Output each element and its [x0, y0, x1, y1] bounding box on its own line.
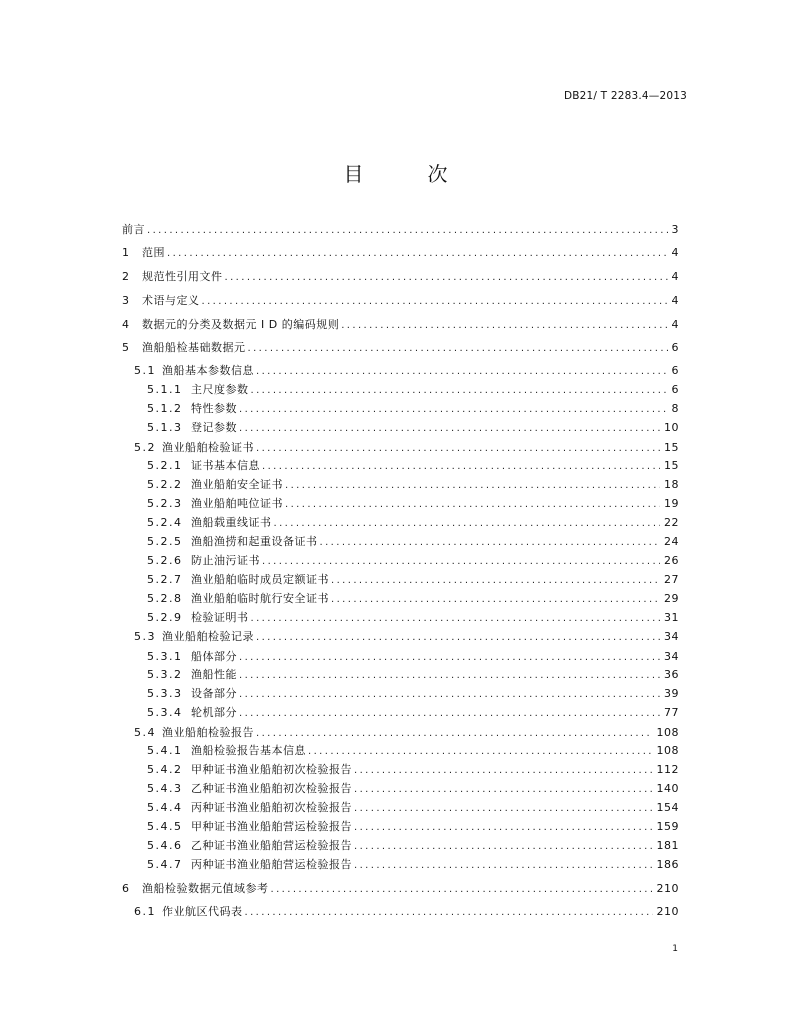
toc-entry-page: 112 [656, 763, 679, 776]
toc-entry[interactable] [147, 572, 679, 588]
toc-entry-label: 丙种证书渔业船舶营运检验报告 [191, 858, 352, 871]
toc-entry[interactable] [147, 534, 679, 550]
toc-entry[interactable] [147, 515, 679, 531]
toc-entry-page: 10 [664, 421, 679, 434]
toc-entry-label: 丙种证书渔业船舶初次检验报告 [191, 801, 352, 814]
toc-entry-number: 3 [122, 294, 131, 307]
toc-entry-number: 6.1 [134, 905, 156, 918]
toc-leader-dots [354, 763, 653, 779]
toc-entry[interactable] [147, 819, 679, 835]
toc-entry[interactable] [147, 420, 679, 436]
toc-leader-dots [271, 882, 653, 898]
toc-entry-number: 5.2.2 [147, 478, 183, 491]
toc-entry-page: 15 [664, 441, 679, 454]
toc-entry-page: 27 [664, 573, 679, 586]
toc-entry-page: 34 [664, 650, 679, 663]
toc-entry-label: 术语与定义 [142, 294, 200, 307]
toc-entry-number: 5.2.1 [147, 459, 183, 472]
toc-leader-dots [225, 270, 668, 286]
toc-entry[interactable] [122, 293, 679, 309]
toc-entry-label: 主尺度参数 [191, 383, 249, 396]
toc-leader-dots [331, 573, 660, 589]
toc-leader-dots [239, 402, 668, 418]
toc-entry-page: 77 [664, 706, 679, 719]
toc-entry-page: 31 [664, 611, 679, 624]
toc-entry-page: 4 [671, 318, 679, 331]
page-number: 1 [672, 944, 678, 954]
toc-leader-dots [262, 459, 660, 475]
toc-entry-number: 5.2.8 [147, 592, 183, 605]
toc-entry-number: 5.4.4 [147, 801, 183, 814]
toc-leader-dots [202, 294, 668, 310]
toc-entry-page: 140 [656, 782, 679, 795]
toc-leader-dots [308, 744, 653, 760]
toc-entry-page: 8 [671, 402, 679, 415]
toc-entry-label: 渔业船舶临时航行安全证书 [191, 592, 329, 605]
toc-entry-page: 18 [664, 478, 679, 491]
toc-entry-page: 22 [664, 516, 679, 529]
toc-entry-page: 6 [671, 383, 679, 396]
toc-leader-dots [167, 246, 668, 262]
toc-entry[interactable] [147, 781, 679, 797]
toc-leader-dots [354, 820, 653, 836]
toc-leader-dots [239, 421, 660, 437]
toc-entry-label: 检验证明书 [191, 611, 249, 624]
toc-entry-label: 设备部分 [191, 687, 237, 700]
toc-entry-label: 特性参数 [191, 402, 237, 415]
toc-entry[interactable] [134, 440, 679, 456]
toc-entry-label: 防止油污证书 [191, 554, 260, 567]
toc-entry[interactable] [122, 881, 679, 897]
toc-leader-dots [251, 611, 661, 627]
toc-entry[interactable] [147, 553, 679, 569]
toc-entry-number: 5 [122, 341, 131, 354]
toc-leader-dots [239, 687, 660, 703]
toc-entry[interactable] [122, 222, 679, 238]
toc-leader-dots [147, 223, 668, 239]
toc-leader-dots [256, 364, 668, 380]
toc-entry[interactable] [147, 649, 679, 665]
toc-entry-label: 范围 [142, 246, 165, 259]
toc-leader-dots [248, 341, 668, 357]
toc-entry-number: 5.1.2 [147, 402, 183, 415]
toc-entry-label: 甲种证书渔业船舶营运检验报告 [191, 820, 352, 833]
toc-entry-number: 5.4.7 [147, 858, 183, 871]
toc-entry-page: 4 [671, 294, 679, 307]
toc-entry-number: 5.2.6 [147, 554, 183, 567]
toc-entry-number: 6 [122, 882, 131, 895]
toc-entry-page: 210 [656, 882, 679, 895]
toc-entry[interactable] [147, 857, 679, 873]
toc-entry-label: 渔业船舶临时成员定额证书 [191, 573, 329, 586]
toc-entry-number: 4 [122, 318, 131, 331]
toc-entry-label: 渔船载重线证书 [191, 516, 272, 529]
toc-entry-label: 渔业船舶安全证书 [191, 478, 283, 491]
toc-entry[interactable] [147, 838, 679, 854]
toc-leader-dots [245, 905, 653, 921]
toc-entry-number: 5.2.3 [147, 497, 183, 510]
toc-entry[interactable] [134, 629, 679, 645]
toc-entry[interactable] [147, 477, 679, 493]
toc-entry-page: 15 [664, 459, 679, 472]
toc-entry-page: 26 [664, 554, 679, 567]
toc-entry-number: 2 [122, 270, 131, 283]
toc-entry-number: 5.2.5 [147, 535, 183, 548]
toc-entry-label: 渔业船舶吨位证书 [191, 497, 283, 510]
standard-code: DB21/ T 2283.4—2013 [563, 90, 687, 102]
toc-entry[interactable] [134, 904, 679, 920]
toc-entry-number: 5.4.1 [147, 744, 183, 757]
toc-entry-label: 船体部分 [191, 650, 237, 663]
toc-entry-label: 轮机部分 [191, 706, 237, 719]
toc-entry-page: 108 [656, 726, 679, 739]
toc-entry-number: 5.2.4 [147, 516, 183, 529]
toc-entry-number: 5.1.1 [147, 383, 183, 396]
toc-entry-label: 证书基本信息 [191, 459, 260, 472]
toc-leader-dots [274, 516, 661, 532]
toc-leader-dots [285, 497, 660, 513]
toc-leader-dots [239, 668, 660, 684]
toc-entry-number: 5.2 [134, 441, 156, 454]
toc-leader-dots [256, 441, 660, 457]
toc-entry-label: 渔船性能 [191, 668, 237, 681]
toc-entry[interactable] [147, 743, 679, 759]
toc-leader-dots [251, 383, 668, 399]
toc-entry-number: 5.4.3 [147, 782, 183, 795]
toc-leader-dots [341, 318, 667, 334]
toc-entry-page: 108 [656, 744, 679, 757]
toc-leader-dots [331, 592, 660, 608]
toc-entry-number: 5.1 [134, 364, 156, 377]
toc-entry-number: 5.3.3 [147, 687, 183, 700]
toc-leader-dots [239, 650, 660, 666]
toc-entry-label: 渔业船舶检验报告 [162, 726, 254, 739]
toc-leader-dots [354, 801, 653, 817]
toc-entry-page: 36 [664, 668, 679, 681]
toc-entry-label: 数据元的分类及数据元 I D 的编码规则 [142, 318, 340, 331]
toc-entry-page: 186 [656, 858, 679, 871]
toc-entry-page: 181 [656, 839, 679, 852]
toc-entry-page: 154 [656, 801, 679, 814]
toc-entry-page: 210 [656, 905, 679, 918]
toc-entry-page: 19 [664, 497, 679, 510]
toc-entry[interactable] [147, 458, 679, 474]
toc-entry-label: 规范性引用文件 [142, 270, 223, 283]
toc-leader-dots [239, 706, 660, 722]
toc-entry-number: 5.4 [134, 726, 156, 739]
toc-entry[interactable] [122, 340, 679, 356]
toc-entry[interactable] [134, 725, 679, 741]
toc-leader-dots [262, 554, 660, 570]
toc-entry[interactable] [147, 800, 679, 816]
toc-entry-label: 作业航区代码表 [162, 905, 243, 918]
toc-entry-page: 34 [664, 630, 679, 643]
toc-entry[interactable] [147, 762, 679, 778]
toc-entry-label: 渔船渔捞和起重设备证书 [191, 535, 318, 548]
toc-leader-dots [320, 535, 661, 551]
toc-entry-label: 前言 [122, 223, 145, 236]
toc-entry-page: 39 [664, 687, 679, 700]
toc-entry-label: 登记参数 [191, 421, 237, 434]
toc-entry-number: 5.1.3 [147, 421, 183, 434]
toc-leader-dots [354, 782, 653, 798]
toc-entry[interactable] [147, 496, 679, 512]
toc-entry-number: 5.3.1 [147, 650, 183, 663]
toc-entry[interactable] [122, 269, 679, 285]
toc-entry[interactable] [147, 610, 679, 626]
toc-entry-page: 159 [656, 820, 679, 833]
toc-entry-page: 4 [671, 270, 679, 283]
toc-leader-dots [256, 726, 653, 742]
toc-entry-number: 5.4.6 [147, 839, 183, 852]
toc-entry-page: 6 [671, 364, 679, 377]
toc-entry-label: 渔船检验数据元值域参考 [142, 882, 269, 895]
toc-entry-number: 1 [122, 246, 131, 259]
toc-entry[interactable] [122, 317, 679, 333]
toc-entry-label: 渔业船舶检验记录 [162, 630, 254, 643]
toc-entry-number: 5.2.7 [147, 573, 183, 586]
toc-entry-label: 渔船船检基础数据元 [142, 341, 246, 354]
toc-leader-dots [256, 630, 660, 646]
toc-entry[interactable] [122, 245, 679, 261]
toc-entry-page: 4 [671, 246, 679, 259]
toc-entry[interactable] [147, 705, 679, 721]
toc-entry-number: 5.3.4 [147, 706, 183, 719]
toc-entry[interactable] [147, 382, 679, 398]
toc-entry-label: 渔船基本参数信息 [162, 364, 254, 377]
toc-entry-label: 渔船检验报告基本信息 [191, 744, 306, 757]
toc-entry-number: 5.4.2 [147, 763, 183, 776]
toc-leader-dots [354, 839, 653, 855]
toc-entry-number: 5.4.5 [147, 820, 183, 833]
toc-entry-number: 5.3 [134, 630, 156, 643]
toc-title: 目 次 [343, 162, 470, 186]
toc-entry-page: 29 [664, 592, 679, 605]
toc-entry[interactable] [147, 667, 679, 683]
toc-entry-label: 渔业船舶检验证书 [162, 441, 254, 454]
toc-leader-dots [354, 858, 653, 874]
toc-entry[interactable] [147, 591, 679, 607]
toc-entry-number: 5.3.2 [147, 668, 183, 681]
toc-entry[interactable] [134, 363, 679, 379]
toc-entry-label: 乙种证书渔业船舶营运检验报告 [191, 839, 352, 852]
toc-entry-page: 3 [671, 223, 679, 236]
toc-entry[interactable] [147, 686, 679, 702]
toc-entry-page: 24 [664, 535, 679, 548]
toc-leader-dots [285, 478, 660, 494]
toc-entry-page: 6 [671, 341, 679, 354]
toc-entry[interactable] [147, 401, 679, 417]
toc-entry-label: 乙种证书渔业船舶初次检验报告 [191, 782, 352, 795]
toc-entry-label: 甲种证书渔业船舶初次检验报告 [191, 763, 352, 776]
toc-entry-number: 5.2.9 [147, 611, 183, 624]
